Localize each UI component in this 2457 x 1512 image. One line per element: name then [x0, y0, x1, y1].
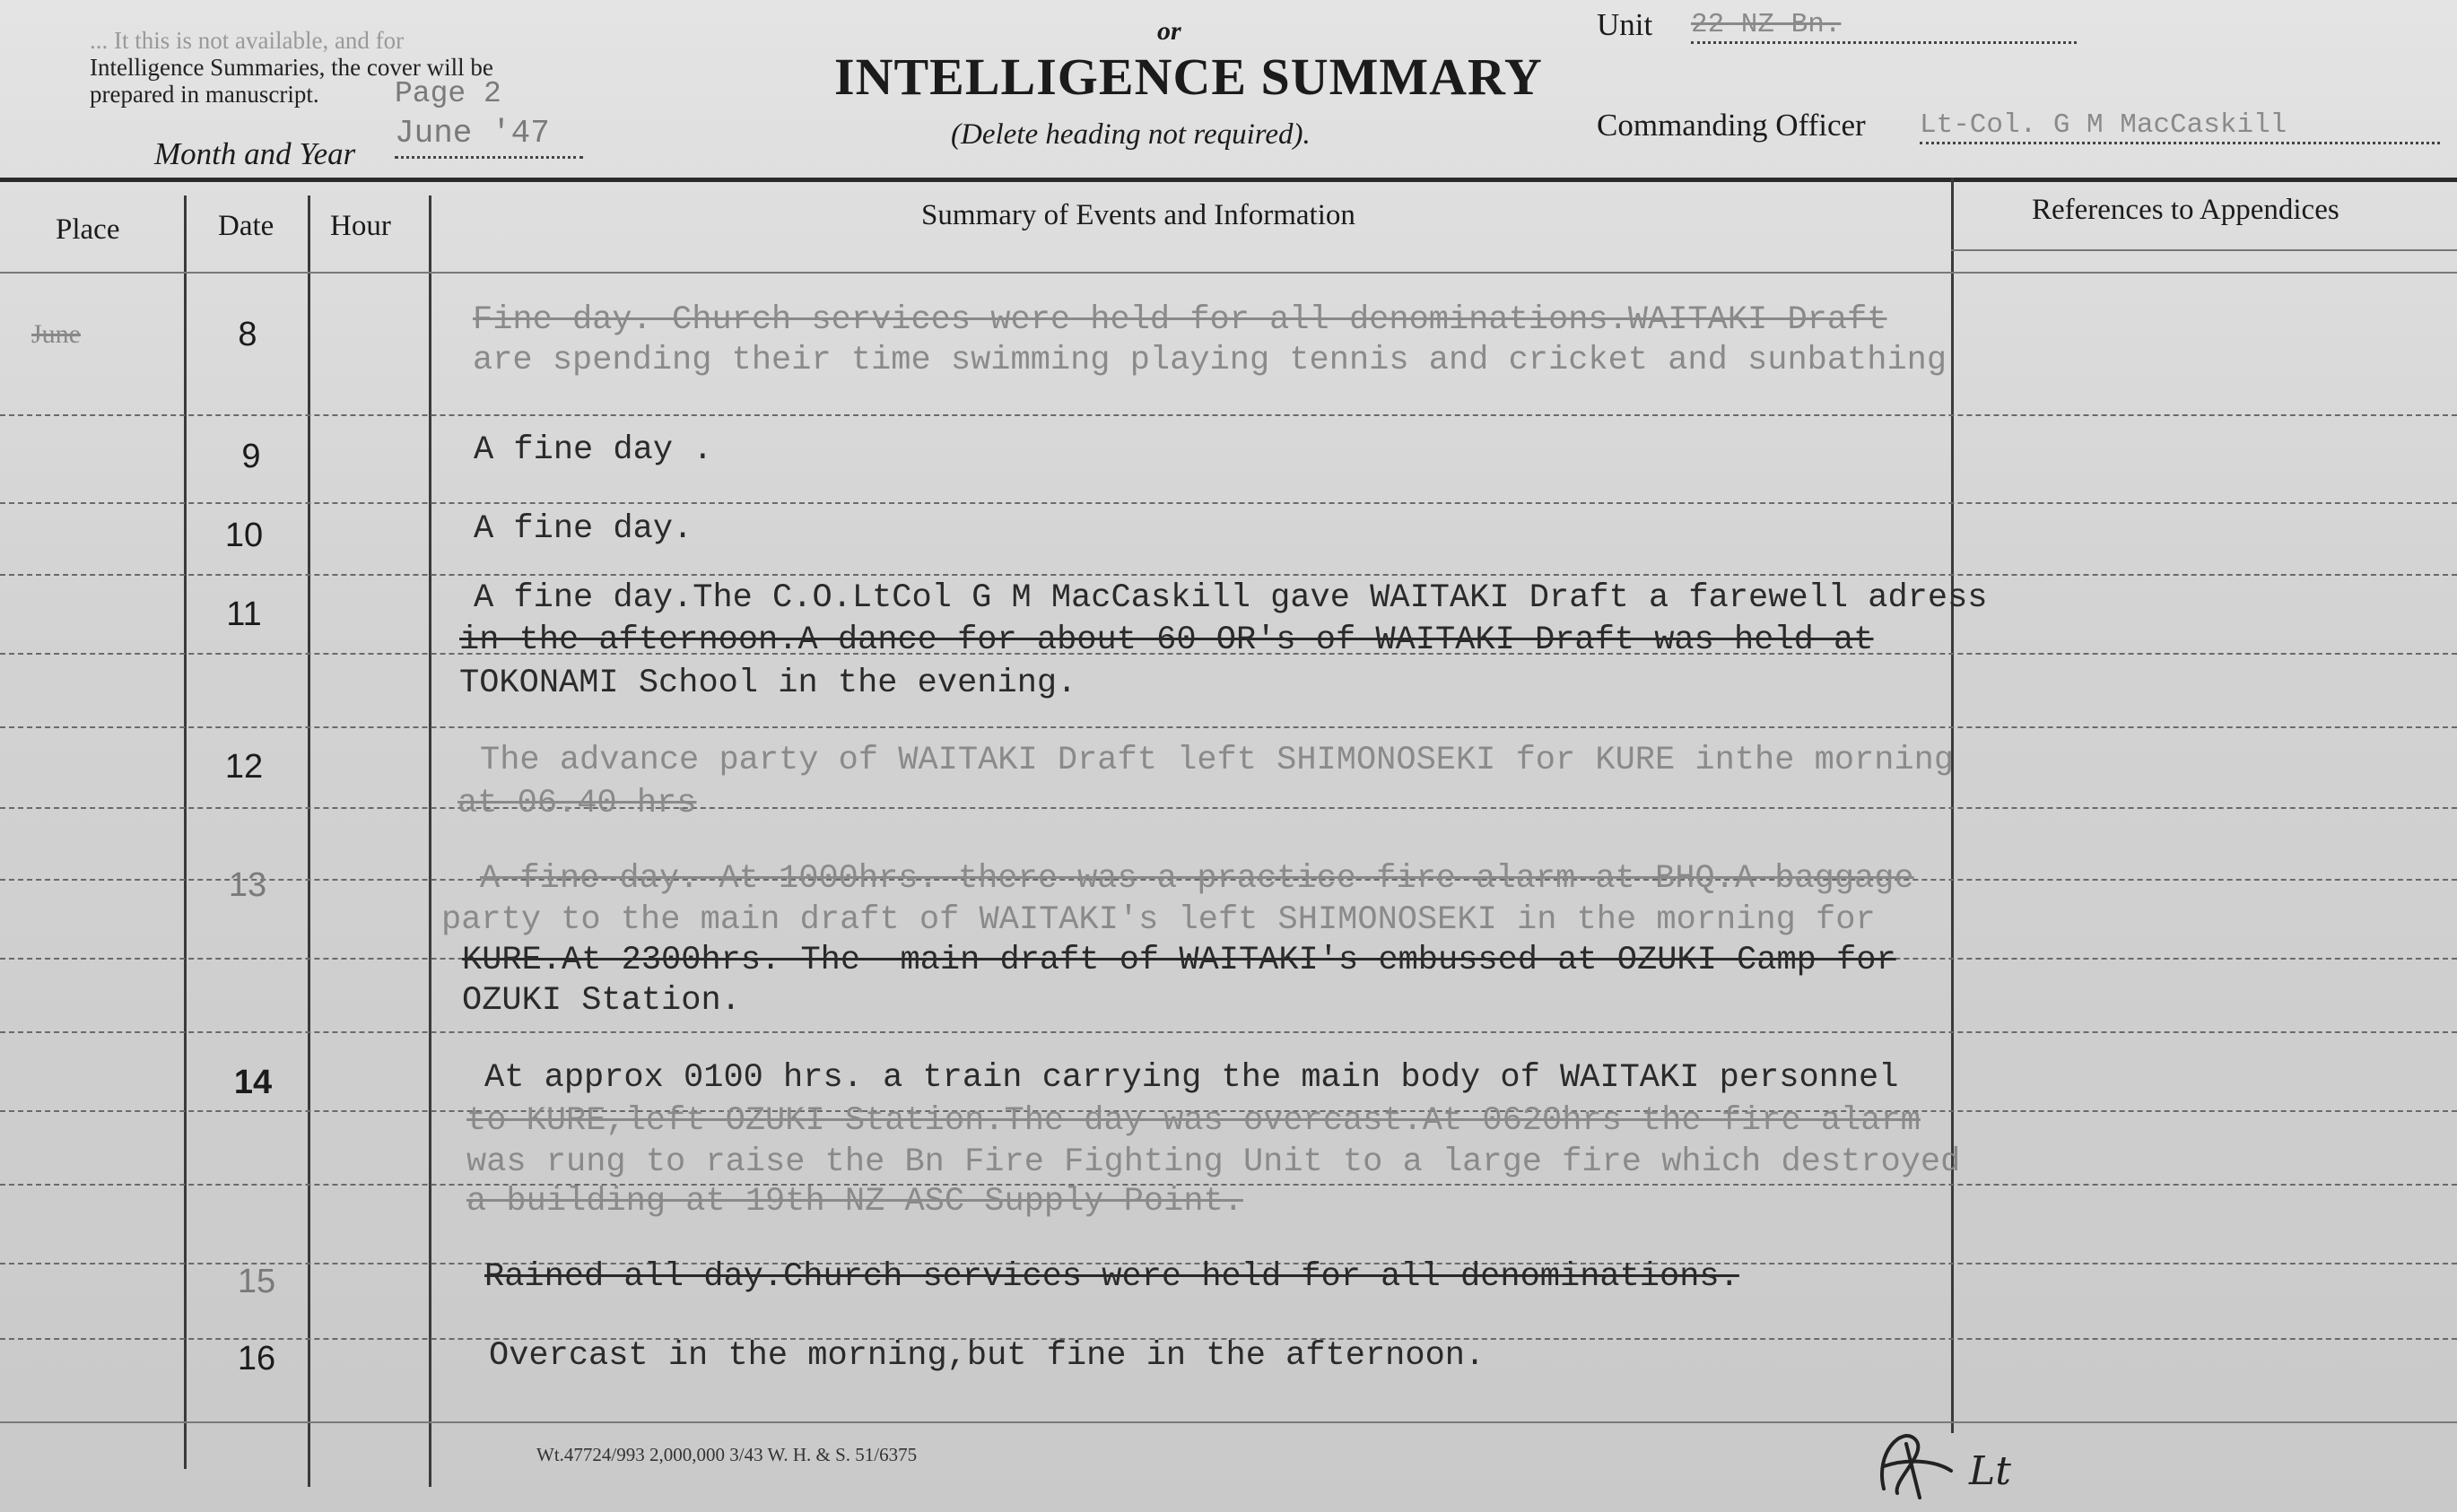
references-header-line [1951, 249, 2457, 251]
entry-date: 10 [224, 517, 264, 554]
column-rule-date [308, 196, 310, 1487]
page-title: INTELLIGENCE SUMMARY [834, 48, 1543, 106]
column-header-place: Place [56, 213, 120, 246]
column-header-hour: Hour [330, 210, 391, 242]
row-line [0, 1031, 2457, 1033]
column-header-date: Date [218, 210, 274, 242]
month-year-value: June '47 [395, 115, 583, 159]
entry-line: in the afternoon.A dance for about 60 OR's of WAITAKI Draft was held at [459, 621, 1874, 659]
cover-note-line-3: prepared in manuscript. [90, 81, 319, 108]
header-row-line [0, 272, 2457, 274]
signature-rank: Lt [1969, 1448, 2011, 1494]
entry-line: A fine day.The C.O.LtCol G M MacCaskill gave WAITAKI Draft a farewell adress [474, 579, 1988, 617]
row-line [0, 807, 2457, 809]
entry-date: 12 [224, 748, 264, 786]
entry-line: a building at 19th NZ ASC Supply Point. [466, 1183, 1243, 1221]
column-rule-place [184, 196, 187, 1469]
entry-line: at 06.40 hrs [457, 785, 697, 822]
unit-label: Unit [1597, 7, 1653, 42]
page-number: Page 2 [395, 77, 501, 110]
column-header-references: References to Appendices [2032, 194, 2339, 226]
commanding-officer-value: Lt-Col. G M MacCaskill [1920, 109, 2440, 144]
column-rule-hour [429, 196, 431, 1487]
entry-line: Fine day. Church services were held for all denominations.WAITAKI Draft [473, 301, 1887, 339]
page-subtitle: (Delete heading not required). [951, 118, 1311, 151]
entry-date: 16 [237, 1340, 276, 1377]
entry-place: June [31, 319, 81, 349]
entry-line: A fine day . [474, 431, 713, 469]
cover-note-line-2: Intelligence Summaries, the cover will be [90, 54, 493, 81]
print-code: Wt.47724/993 2,000,000 3/43 W. H. & S. 51/6375 [536, 1444, 918, 1465]
month-year-label: Month and Year [154, 136, 356, 171]
row-line [0, 726, 2457, 728]
entry-date: 14 [233, 1064, 273, 1101]
entry-date: 9 [241, 438, 261, 475]
cover-note-line-1: ... It this is not available, and for [90, 27, 405, 54]
entry-line: A fine day. At 1000hrs. there was a practice fire alarm at BHQ.A baggage [480, 860, 1914, 898]
or-word: or [1157, 16, 1181, 46]
entry-line: KURE.At 2300hrs. The main draft of WAITAKI's embussed at OZUKI Camp for [462, 942, 1896, 979]
entry-date: 15 [237, 1263, 276, 1300]
signature-image [1866, 1417, 2045, 1507]
column-rule-summary [1951, 178, 1954, 1433]
entry-date: 11 [226, 595, 262, 633]
entry-line: to KURE,left OZUKI Station.The day was overcast.At 0620hrs the fire alarm [466, 1102, 1921, 1140]
entry-line: are spending their time swimming playing tennis and cricket and sunbathing [473, 342, 1947, 379]
row-line [0, 1421, 2457, 1423]
entry-date: 8 [238, 316, 257, 353]
row-line [0, 414, 2457, 416]
entry-line: At approx 0100 hrs. a train carrying the main body of WAITAKI personnel [484, 1059, 1899, 1097]
row-line [0, 574, 2457, 576]
unit-value: 22 NZ Bn. [1691, 9, 2077, 44]
entry-line: Overcast in the morning,but fine in the afternoon. [489, 1337, 1486, 1375]
entry-line: Rained all day.Church services were held for all denominations. [484, 1258, 1739, 1296]
entry-line: A fine day. [474, 510, 693, 548]
entry-line: was rung to raise the Bn Fire Fighting Unit to a large fire which destroyed [466, 1143, 1961, 1181]
entry-date: 13 [228, 866, 267, 904]
commanding-officer-label: Commanding Officer [1597, 108, 1866, 143]
entry-line: TOKONAMI School in the evening. [459, 665, 1077, 702]
column-header-summary: Summary of Events and Information [921, 199, 1355, 231]
entry-line: OZUKI Station. [462, 982, 741, 1020]
row-line [0, 502, 2457, 504]
header-divider [0, 178, 2457, 182]
cover-instructions [90, 27, 691, 108]
entry-line: The advance party of WAITAKI Draft left SHIMONOSEKI for KURE inthe morning [480, 742, 1955, 779]
entry-line: party to the main draft of WAITAKI's left SHIMONOSEKI in the morning for [441, 901, 1876, 939]
